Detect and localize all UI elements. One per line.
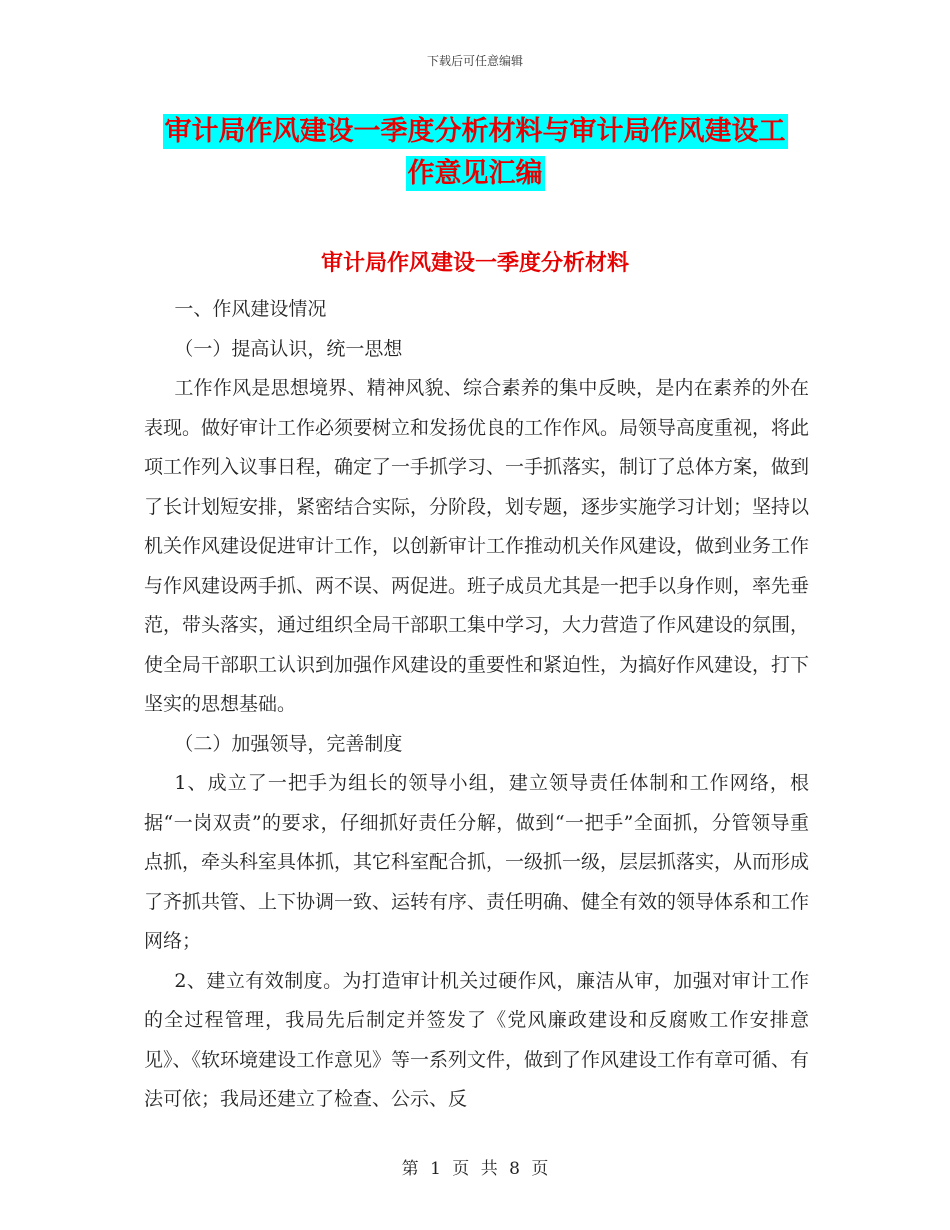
- heading-level-2: （二）加强领导，完善制度: [174, 732, 403, 755]
- document-title-line-1: [0, 114, 950, 150]
- title-highlight: 作意见汇编: [407, 158, 543, 189]
- page-header-note: 下载后可任意编辑: [426, 54, 523, 68]
- body-paragraph: 工作作风是思想境界、精神风貌、综合素养的集中反映，是内在素养的外在表现。做好审计工作必须要树立和发扬优良的工作作风。局领导高度重视，将此项工作列入议事日程，确定了一手抓学习、一手抓落实，制订了总体方案，做到了长计划短安排，紧密结合实际，分阶段，划专题，逐步实施学习计划；坚持以机关作风建设促进审计工作，以创新审计工作推动机关作风建设，做到业务工作与作风建设两手抓、两不误、两促进。班子成员尤其是一把手以身作则，率先垂范，带头落实，通过组织全局干部职工集中学习，大力营造了作风建设的氛围，使全局干部职工认识到加强作风建设的重要性和紧迫性，为搞好作风建设，打下坚实的思想基础。: [144, 377, 810, 715]
- body-paragraph: 2、建立有效制度。为打造审计机关过硬作风，廉洁从审，加强对审计工作的全过程管理，我局先后制定并签发了《党风廉政建设和反腐败工作安排意见》、《软环境建设工作意见》等一系列文件，做到了作风建设工作有章可循、有法可依；我局还建立了检查、公示、反: [144, 969, 810, 1110]
- document-body: [144, 290, 809, 1120]
- body-paragraph: 1、成立了一把手为组长的领导小组，建立领导责任体制和工作网络，根据“一岗双责”的要求，仔细抓好责任分解，做到“一把手”全面抓，分管领导重点抓，牵头科室具体抓，其它科室配合抓，一级抓一级，层层抓落实，从而形成了齐抓共管、上下协调一致、运转有序、责任明确、健全有效的领导体系和工作网络；: [144, 772, 810, 952]
- page-number-footer: 第 1 页 共 8 页: [401, 1159, 549, 1179]
- section-title: 审计局作风建设一季度分析材料: [320, 250, 629, 276]
- heading-level-1: 一、作风建设情况: [174, 298, 327, 320]
- heading-level-2: （一）提高认识，统一思想: [174, 337, 403, 360]
- title-highlight: 审计局作风建设一季度分析材料与审计局作风建设工: [164, 116, 786, 147]
- document-title-line-2: [0, 156, 950, 192]
